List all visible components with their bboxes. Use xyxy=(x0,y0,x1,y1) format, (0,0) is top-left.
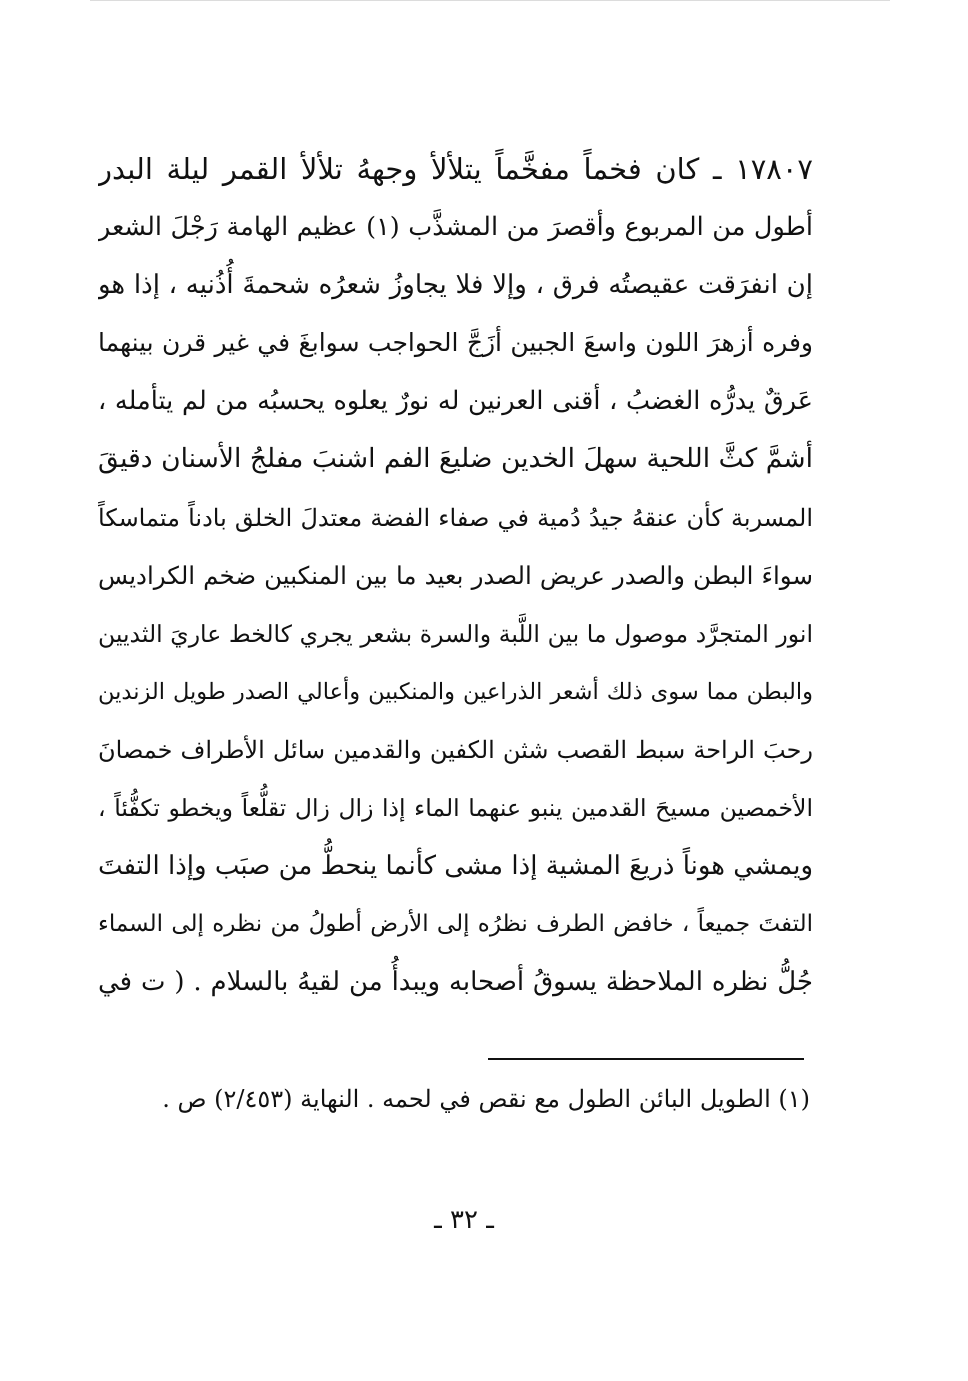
page-top-edge xyxy=(90,0,890,1)
text-line: أشمَّ كثَّ اللحية سهلَ الخدين ضليعَ الفم اشنبَ مفلجُ الأسنان دقيقَ xyxy=(98,443,813,475)
text-line: التفتَ جميعاً ، خافض الطرف نظرُه إلى الأرض أطولُ من نظره إلى السماء xyxy=(98,911,813,938)
text-line: أطول من المربوع وأقصرَ من المشذَّب (١) عظيم الهامة رَجْلَ الشعر xyxy=(98,212,813,243)
text-line: رحبَ الراحة سبط القصب شثن الكفين والقدمين سائل الأطراف خمصانَ xyxy=(98,735,813,764)
text-line: ويمشي هوناً ذريعَ المشية إذا مشى كأنما ينحطُّ من صبَب وإذا التفتَ xyxy=(98,851,813,882)
hadith-entry-text xyxy=(98,140,813,1011)
page-number: ـ ٣٢ ـ xyxy=(434,1205,494,1235)
text-line: وفره أزهرَ اللون واسعَ الجبين أزَجَّ الحواجب سوابغَ في غير قرن بينهما xyxy=(98,328,813,358)
text-line: والبطن مما سوى ذلك أشعر الذراعين والمنكبين وأعالي الصدر طويل الزندين xyxy=(98,678,813,705)
text-line: عَرقٌ يدرُّه الغضبُ ، أقنى العرنين له نورٌ يعلوه يحسبُه من لم يتأمله ، xyxy=(98,386,813,417)
footnote: (١) الطويل البائن الطول مع نقص في لحمه . النهاية (٢/٤٥٣) ص . xyxy=(162,1085,810,1113)
text-line: الأخمصين مسيحَ القدمين ينبو عنهما الماء إذا زال زال تقلُّعاً ويخطو تكفُّئاً ، xyxy=(98,794,813,823)
text-line: انور المتجرَّد موصول ما بين اللَّبة والسرة بشعر يجري كالخط عاريَ الثديين xyxy=(98,619,813,648)
text-line: ١٧٨٠٧ ـ كان فخماً مفخَّماً يتلألأ وجههُ تلألأ القمر ليلة البدر xyxy=(98,152,813,186)
text-line: المسربة كأن عنقهُ جيدُ دُمية في صفاء الفضة معتدلَ الخلق بادناً متماسكاً xyxy=(98,503,813,532)
text-line: سواءَ البطن والصدر عريض الصدر بعيد ما بين المنكبين ضخم الكراديس xyxy=(98,560,813,590)
footnote-separator xyxy=(488,1058,804,1060)
text-line: جُلُّ نظره الملاحظة يسوقُ أصحابه ويبدأُ من لقيهُ بالسلام . ( ت في xyxy=(98,967,813,998)
text-line: إن انفرَقت عقيصتُه فرق ، وإلا فلا يجاوزُ شعرُه شحمةَ أُذُنيه ، إذا هو xyxy=(98,270,813,301)
